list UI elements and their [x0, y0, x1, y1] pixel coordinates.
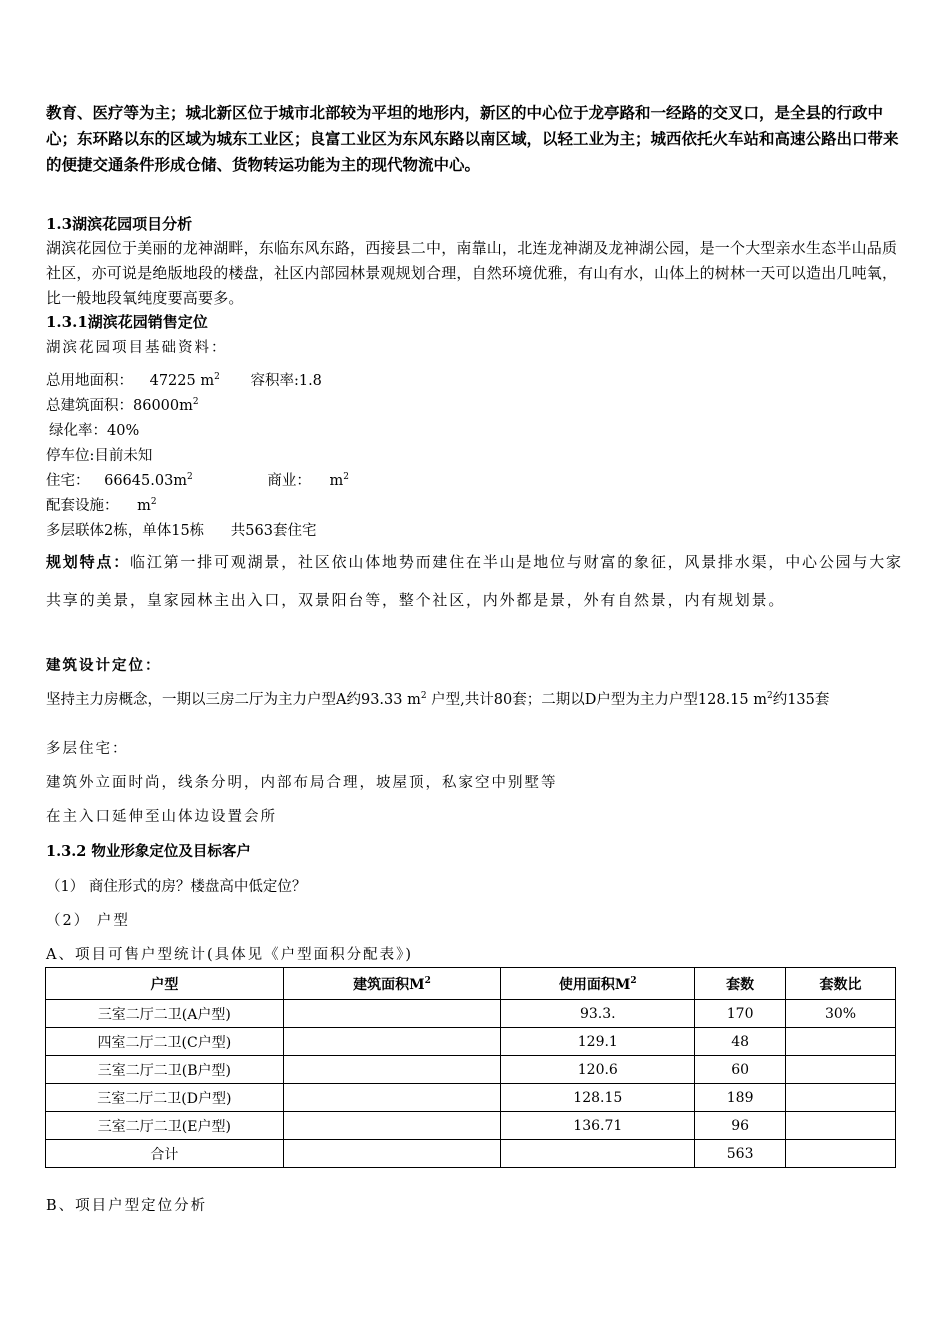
- building-area-sup: 2: [192, 397, 199, 407]
- plan-label: 规划特点：: [46, 553, 131, 571]
- residential-value: 66645.03m: [104, 473, 188, 489]
- facilities-sup: 2: [150, 497, 157, 507]
- section-1-3-text: 湖滨花园位于美丽的龙神湖畔，东临东风东路，西接县二中，南靠山，北连龙神湖及龙神湖公园，是一个大型亲水生态半山品质社区，亦可说是绝版地段的楼盘，社区内部园林景观规划合理，自然环境优雅，有山有水，山体上的树林一天可以造出几吨氧，比一般地段氧纯度要高要多。: [46, 239, 898, 307]
- commercial-value: m: [329, 473, 344, 489]
- cell-unit-ratio: [786, 1056, 896, 1084]
- residential-sup: 2: [187, 472, 193, 482]
- question-1: （1） 商住形式的房？楼盘高中低定位？: [46, 879, 307, 895]
- buildings-row: [46, 520, 316, 542]
- table-row: [46, 1112, 896, 1140]
- header-unit-count: 套数: [695, 968, 786, 1000]
- cell-unit-type: 三室二厅二卫(E户型): [46, 1112, 284, 1140]
- cell-unit-ratio: [786, 1140, 896, 1168]
- table-row: [46, 1056, 896, 1084]
- table-header-row: [46, 968, 896, 1000]
- cell-building-area: [283, 1112, 501, 1140]
- commercial-sup: 2: [343, 472, 349, 482]
- cell-unit-count: 60: [695, 1056, 786, 1084]
- plan-features: [46, 543, 906, 619]
- section-1-3-2-heading: 1.3.2 物业形象定位及目标客户: [46, 843, 251, 860]
- parking: 停车位:目前未知: [46, 448, 153, 464]
- cell-unit-ratio: [786, 1112, 896, 1140]
- cell-unit-count: 189: [695, 1084, 786, 1112]
- cell-building-area: [283, 1056, 501, 1084]
- cell-unit-ratio: [786, 1084, 896, 1112]
- cell-unit-type: 三室二厅二卫(D户型): [46, 1084, 284, 1112]
- arch-text-1: 坚持主力房概念，一期以三房二厅为主力户型A约93.33 m: [46, 692, 421, 708]
- residential-label: 住宅：: [46, 473, 90, 489]
- land-area-value: 47225 m: [149, 373, 215, 389]
- question-2: （2） 户型: [46, 913, 130, 929]
- header-unit-type: 户型: [46, 968, 284, 1000]
- plan-text: 临江第一排可观湖景，社区依山体地势而建住在半山是地位与财富的象征，风景排水渠，中心公园与大家共享的美景，皇家园林主出入口，双景阳台等，整个社区，内外都是景，外有自然景，内有规划景。: [46, 553, 903, 609]
- facilities-label: 配套设施：: [46, 498, 119, 514]
- cell-unit-type: 三室二厅二卫(B户型): [46, 1056, 284, 1084]
- cell-unit-count: 96: [695, 1112, 786, 1140]
- table-row: [46, 1084, 896, 1112]
- header-usable-area: 使用面积$M^2$: [501, 968, 695, 1000]
- building-area-row: [46, 395, 199, 417]
- cell-usable-area: 128.15: [501, 1084, 695, 1112]
- basics-label: 湖滨花园项目基础资料：: [46, 340, 228, 356]
- section-1-3-1-heading: 1.3.1湖滨花园销售定位: [46, 313, 208, 331]
- cell-total-label: 合计: [46, 1140, 284, 1168]
- header-building-area: 建筑面积$M^2$: [283, 968, 501, 1000]
- cell-unit-type: 三室二厅二卫(A户型): [46, 1000, 284, 1028]
- header-unit-ratio: 套数比: [786, 968, 896, 1000]
- unit-type-table: [45, 967, 896, 1168]
- building-area-label: 总建筑面积：: [46, 398, 133, 414]
- facilities-value: m: [137, 498, 151, 514]
- buildings: 多层联体2栋，单体15栋: [46, 523, 205, 539]
- cell-unit-type: 四室二厅二卫(C户型): [46, 1028, 284, 1056]
- clubhouse-text: 在主入口延伸至山体边设置会所: [46, 809, 277, 825]
- table-row: [46, 1028, 896, 1056]
- section-1-3-heading: 1.3湖滨花园项目分析: [46, 215, 193, 233]
- arch-paragraph: [46, 688, 906, 712]
- table-total-row: [46, 1140, 896, 1168]
- land-area-sup: 2: [214, 372, 220, 382]
- cell-usable-area: 120.6: [501, 1056, 695, 1084]
- intro-paragraph: 教育、医疗等为主；城北新区位于城市北部较为平坦的地形内，新区的中心位于龙亭路和一经路的交叉口，是全县的行政中心；东环路以东的区域为城东工业区；良富工业区为东风东路以南区域，以轻工业为主；城西依托火车站和高速公路出口带来的便捷交通条件形成仓储、货物转运功能为主的现代物流中心。: [46, 104, 899, 174]
- arch-text-3: 约135套: [772, 692, 830, 708]
- cell-total-count: 563: [695, 1140, 786, 1168]
- facade-text: 建筑外立面时尚，线条分明，内部布局合理，坡屋顶，私家空中别墅等: [46, 775, 558, 791]
- green-rate: 绿化率：40%: [49, 423, 140, 439]
- building-area-value: 86000m: [133, 398, 193, 414]
- cell-building-area: [283, 1000, 501, 1028]
- cell-building-area: [283, 1140, 501, 1168]
- total-units: 共563套住宅: [230, 523, 317, 539]
- arch-heading: 建筑设计定位：: [46, 657, 162, 674]
- cell-building-area: [283, 1084, 501, 1112]
- multi-storey-label: 多层住宅：: [46, 741, 129, 757]
- residential-row: [46, 470, 349, 492]
- facilities-row: [46, 495, 157, 517]
- plot-ratio: 容积率:1.8: [250, 373, 322, 389]
- commercial-label: 商业：: [267, 473, 311, 489]
- cell-building-area: [283, 1028, 501, 1056]
- cell-unit-ratio: 30%: [786, 1000, 896, 1028]
- cell-unit-count: 48: [695, 1028, 786, 1056]
- b-caption: B、项目户型定位分析: [46, 1198, 208, 1214]
- land-area-label: 总用地面积：: [46, 373, 133, 389]
- arch-text-2: 户型,共计80套；二期以D户型为主力户型128.15 m: [426, 692, 767, 708]
- arch-sup-1: 2: [420, 691, 427, 701]
- table-caption: A、项目可售户型统计(具体见《户型面积分配表》): [46, 947, 414, 963]
- land-area-row: [46, 370, 322, 392]
- cell-usable-area: 129.1: [501, 1028, 695, 1056]
- cell-usable-area: [501, 1140, 695, 1168]
- cell-usable-area: 136.71: [501, 1112, 695, 1140]
- cell-usable-area: 93.3.: [501, 1000, 695, 1028]
- arch-sup-2: 2: [766, 691, 773, 701]
- cell-unit-ratio: [786, 1028, 896, 1056]
- cell-unit-count: 170: [695, 1000, 786, 1028]
- table-row: [46, 1000, 896, 1028]
